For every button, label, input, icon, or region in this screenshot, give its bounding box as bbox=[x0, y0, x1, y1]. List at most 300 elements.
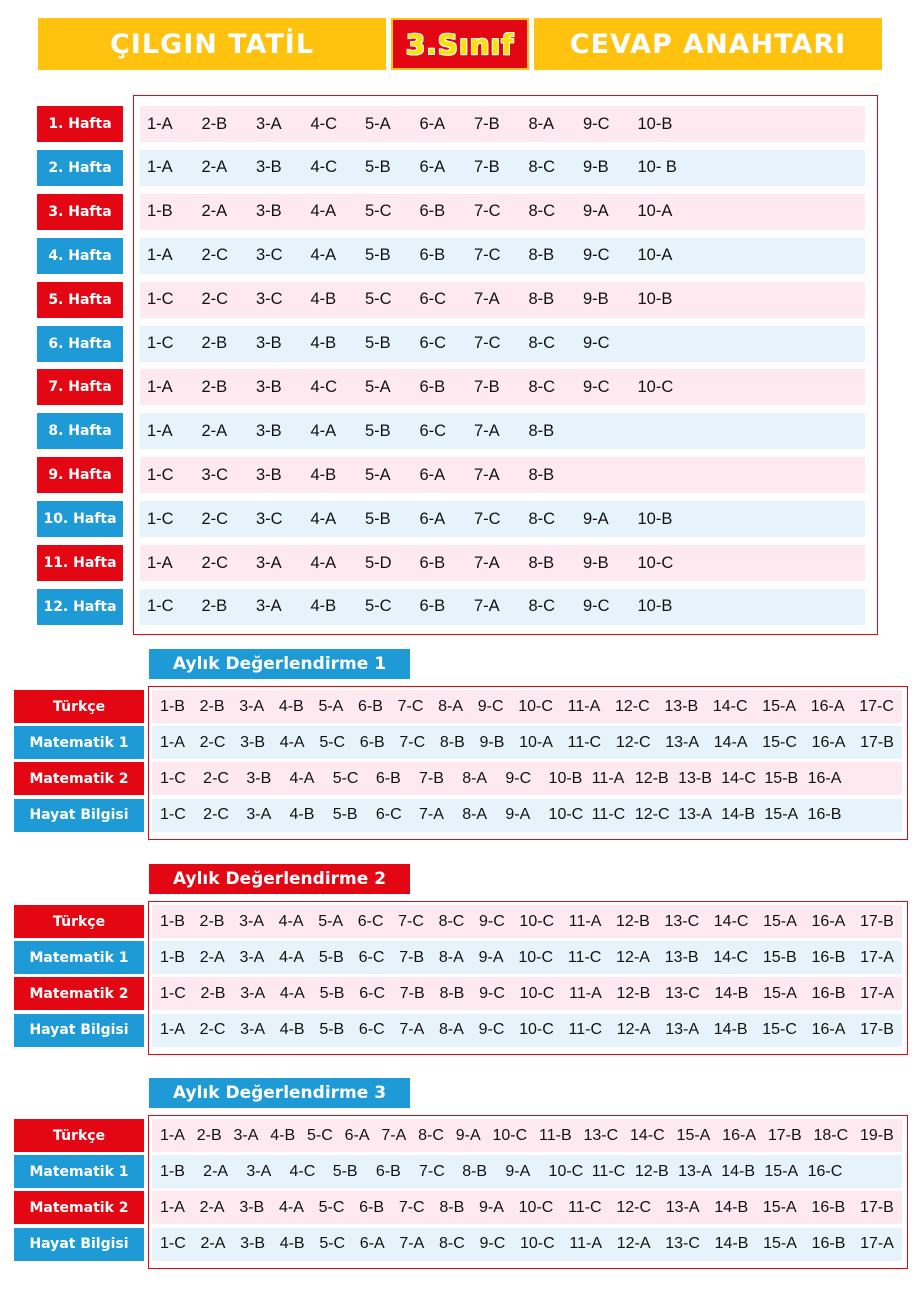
answer-cell: 1-C bbox=[147, 334, 174, 352]
answer-cell: 2-C bbox=[199, 1021, 226, 1039]
answer-cell: 17-B bbox=[859, 912, 894, 930]
answer-cell: 4-B bbox=[279, 1235, 305, 1253]
answer-cell: 2-C bbox=[199, 733, 226, 751]
answer-cell: 2-C bbox=[201, 290, 229, 309]
answer-cell: 11-B bbox=[539, 1126, 572, 1144]
answer-cell: 3-B bbox=[246, 769, 272, 787]
answer-cell: 15-A bbox=[763, 912, 797, 930]
answer-cell: 4-B bbox=[310, 334, 337, 352]
answer-cell: 6-A bbox=[419, 158, 446, 177]
answer-cell: 15-A bbox=[676, 1126, 711, 1144]
week-answer-row bbox=[140, 194, 865, 230]
answer-cell: 6-B bbox=[419, 246, 446, 265]
week-label: 8. Hafta bbox=[37, 413, 123, 449]
subject-label: Matematik 1 bbox=[14, 941, 144, 974]
answer-cell: 6-B bbox=[419, 377, 446, 396]
week-label: 3. Hafta bbox=[37, 194, 123, 230]
answer-cell: 3-A bbox=[246, 1162, 272, 1180]
subject-label: Hayat Bilgisi bbox=[14, 1014, 144, 1047]
answer-cell: 15-C bbox=[762, 1021, 797, 1039]
answer-cell: 7-B bbox=[474, 377, 500, 396]
answer-cell: 10-C bbox=[492, 1126, 528, 1144]
answer-cell: 4-C bbox=[310, 114, 338, 133]
answer-cell: 10- B bbox=[637, 158, 677, 177]
answer-cell: 6-C bbox=[419, 334, 447, 352]
answer-cell: 4-A bbox=[310, 202, 337, 221]
subject-answer-row bbox=[152, 1191, 902, 1224]
subject-answer-row bbox=[152, 799, 902, 832]
answer-cell: 6-B bbox=[358, 697, 383, 715]
answer-cell: 8-B bbox=[439, 1198, 465, 1216]
answer-cell: 12-C bbox=[615, 733, 651, 751]
answer-cell: 6-C bbox=[419, 290, 447, 309]
answer-cell: 6-C bbox=[359, 984, 386, 1002]
answer-cell: 7-B bbox=[474, 114, 500, 133]
subject-answer-row bbox=[152, 905, 902, 938]
answer-cell: 13-C bbox=[665, 984, 700, 1002]
answer-cell: 8-A bbox=[462, 806, 488, 824]
header-title-left: ÇILGIN TATİL bbox=[38, 18, 386, 70]
answer-cell: 4-C bbox=[310, 158, 338, 177]
subject-label: Matematik 1 bbox=[14, 1155, 144, 1188]
answer-cell: 3-A bbox=[240, 1021, 265, 1039]
answer-cell: 11-C bbox=[567, 733, 602, 751]
answer-cell: 8-A bbox=[438, 948, 464, 966]
week-label: 1. Hafta bbox=[37, 106, 123, 142]
answer-cell: 15-A bbox=[763, 984, 797, 1002]
answer-cell: 5-B bbox=[365, 509, 391, 528]
answer-cell: 12-C bbox=[614, 697, 650, 715]
answer-cell: 10-C bbox=[637, 377, 674, 396]
answer-cell: 7-C bbox=[474, 509, 501, 528]
week-answer-row bbox=[140, 282, 865, 318]
subject-answer-row bbox=[152, 1155, 902, 1188]
week-label: 5. Hafta bbox=[37, 282, 123, 318]
answer-cell: 11-A bbox=[569, 1235, 602, 1253]
answer-cell: 10-C bbox=[637, 553, 674, 572]
answer-cell: 16-A bbox=[722, 1126, 756, 1144]
answer-cell: 10-C bbox=[548, 1162, 584, 1180]
answer-cell: 4-A bbox=[279, 948, 305, 966]
week-label: 9. Hafta bbox=[37, 457, 123, 493]
answer-cell: 2-A bbox=[203, 1162, 229, 1180]
answer-cell: 10-A bbox=[519, 733, 553, 751]
answer-cell: 2-A bbox=[199, 948, 225, 966]
header-title-right: CEVAP ANAHTARI bbox=[534, 18, 882, 70]
answer-cell: 5-C bbox=[332, 769, 359, 787]
subject-answer-row bbox=[152, 941, 902, 974]
subject-answer-row bbox=[152, 977, 902, 1010]
answer-cell: 1-C bbox=[147, 465, 174, 484]
answer-cell: 14-B bbox=[713, 1021, 748, 1039]
answer-cell: 13-A bbox=[678, 1162, 712, 1180]
answer-cell: 14-B bbox=[714, 1198, 749, 1216]
answer-cell: 9-C bbox=[478, 1021, 505, 1039]
answer-cell: 5-C bbox=[365, 597, 392, 616]
answer-cell: 6-C bbox=[419, 421, 447, 440]
answer-cell: 2-A bbox=[201, 421, 228, 440]
answer-cell: 8-A bbox=[528, 114, 555, 133]
answer-cell: 6-A bbox=[419, 465, 446, 484]
answer-cell: 7-B bbox=[419, 769, 444, 787]
answer-cell: 5-A bbox=[365, 377, 391, 396]
week-answer-row bbox=[140, 150, 865, 186]
answer-cell: 6-C bbox=[357, 912, 384, 930]
answer-cell: 10-C bbox=[519, 1021, 554, 1039]
week-label: 11. Hafta bbox=[37, 545, 123, 581]
answer-cell: 2-B bbox=[199, 697, 225, 715]
answer-cell: 13-A bbox=[678, 806, 712, 824]
answer-cell: 9-C bbox=[479, 912, 505, 930]
answer-cell: 13-C bbox=[664, 912, 700, 930]
week-answer-row bbox=[140, 589, 865, 625]
answer-cell: 13-C bbox=[583, 1126, 619, 1144]
answer-cell: 7-A bbox=[419, 806, 444, 824]
answer-cell: 4-B bbox=[289, 806, 315, 824]
answer-cell: 15-A bbox=[762, 697, 797, 715]
answer-cell: 17-A bbox=[860, 984, 894, 1002]
answer-cell: 4-C bbox=[289, 1162, 316, 1180]
answer-cell: 5-A bbox=[365, 465, 391, 484]
answer-cell: 4-A bbox=[279, 984, 305, 1002]
answer-cell: 17-B bbox=[860, 733, 894, 751]
answer-cell: 4-B bbox=[270, 1126, 296, 1144]
answer-cell: 2-A bbox=[201, 158, 228, 177]
week-answer-row bbox=[140, 106, 865, 142]
answer-cell: 2-C bbox=[201, 509, 229, 528]
subject-answer-row bbox=[152, 726, 902, 759]
answer-cell: 9-C bbox=[505, 769, 532, 787]
answer-cell: 1-B bbox=[160, 912, 185, 930]
answer-cell: 14-B bbox=[721, 806, 756, 824]
answer-cell: 14-B bbox=[721, 1162, 756, 1180]
answer-cell: 11-A bbox=[568, 912, 602, 930]
week-label: 7. Hafta bbox=[37, 369, 123, 405]
answer-cell: 16-B bbox=[807, 806, 842, 824]
answer-cell: 9-C bbox=[583, 377, 610, 396]
subject-answer-row bbox=[152, 1014, 902, 1047]
answer-cell: 1-B bbox=[147, 202, 173, 221]
answer-cell: 3-B bbox=[256, 465, 282, 484]
answer-cell: 1-B bbox=[160, 697, 185, 715]
answer-cell: 16-A bbox=[807, 769, 842, 787]
monthly-section-title: Aylık Değerlendirme 3 bbox=[149, 1078, 410, 1108]
answer-cell: 16-B bbox=[811, 1198, 846, 1216]
answer-cell: 15-A bbox=[764, 1162, 799, 1180]
week-label: 10. Hafta bbox=[37, 501, 123, 537]
answer-cell: 14-C bbox=[713, 948, 749, 966]
answer-cell: 1-A bbox=[147, 158, 173, 177]
answer-cell: 10-C bbox=[518, 948, 554, 966]
answer-cell: 3-C bbox=[256, 246, 283, 265]
answer-cell: 12-B bbox=[634, 1162, 669, 1180]
answer-cell: 15-A bbox=[764, 806, 799, 824]
answer-cell: 6-A bbox=[419, 509, 446, 528]
answer-cell: 2-B bbox=[201, 377, 228, 396]
answer-cell: 8-B bbox=[439, 984, 465, 1002]
answer-cell: 5-A bbox=[318, 697, 344, 715]
week-answer-row bbox=[140, 238, 865, 274]
answer-cell: 3-A bbox=[239, 697, 265, 715]
answer-cell: 12-C bbox=[616, 1198, 652, 1216]
answer-cell: 15-A bbox=[763, 1235, 797, 1253]
answer-cell: 7-A bbox=[381, 1126, 407, 1144]
answer-cell: 13-B bbox=[678, 769, 712, 787]
answer-cell: 9-C bbox=[583, 114, 610, 133]
answer-cell: 5-C bbox=[319, 733, 346, 751]
answer-cell: 9-B bbox=[479, 733, 505, 751]
week-label: 6. Hafta bbox=[37, 326, 123, 362]
answer-cell: 7-C bbox=[419, 1162, 445, 1180]
answer-cell: 6-C bbox=[358, 1021, 385, 1039]
answer-cell: 13-B bbox=[664, 948, 699, 966]
answer-cell: 12-A bbox=[616, 948, 650, 966]
week-answer-row bbox=[140, 413, 865, 449]
answer-cell: 14-C bbox=[630, 1126, 665, 1144]
answer-cell: 6-B bbox=[419, 553, 446, 572]
answer-cell: 17-C bbox=[859, 697, 894, 715]
answer-cell: 2-A bbox=[201, 202, 228, 221]
answer-cell: 3-A bbox=[256, 114, 282, 133]
answer-cell: 6-B bbox=[359, 1198, 385, 1216]
answer-cell: 9-A bbox=[479, 1198, 504, 1216]
answer-cell: 14-C bbox=[721, 769, 756, 787]
answer-cell: 9-C bbox=[583, 246, 610, 265]
answer-cell: 12-A bbox=[616, 1021, 651, 1039]
answer-cell: 13-A bbox=[665, 733, 699, 751]
answer-cell: 1-C bbox=[147, 509, 174, 528]
subject-answer-row bbox=[152, 762, 902, 795]
answer-cell: 8-B bbox=[528, 421, 555, 440]
answer-cell: 8-B bbox=[528, 246, 555, 265]
answer-cell: 7-C bbox=[397, 697, 424, 715]
answer-cell: 15-B bbox=[764, 769, 799, 787]
answer-cell: 9-C bbox=[477, 697, 504, 715]
week-label: 2. Hafta bbox=[37, 150, 123, 186]
answer-cell: 11-A bbox=[567, 697, 601, 715]
answer-cell: 5-A bbox=[318, 912, 344, 930]
answer-cell: 11-A bbox=[591, 769, 625, 787]
answer-cell: 4-B bbox=[278, 697, 304, 715]
answer-cell: 10-C bbox=[518, 1198, 554, 1216]
answer-cell: 16-B bbox=[811, 984, 846, 1002]
answer-cell: 1-A bbox=[147, 553, 173, 572]
answer-cell: 9-C bbox=[479, 1235, 506, 1253]
answer-cell: 6-C bbox=[358, 948, 385, 966]
subject-label: Türkçe bbox=[14, 690, 144, 723]
answer-cell: 10-A bbox=[637, 246, 673, 265]
answer-cell: 11-C bbox=[568, 1021, 602, 1039]
answer-cell: 16-A bbox=[811, 733, 846, 751]
subject-answer-row bbox=[152, 1228, 902, 1261]
week-answer-row bbox=[140, 326, 865, 362]
answer-cell: 3-B bbox=[256, 202, 282, 221]
answer-cell: 16-C bbox=[807, 1162, 843, 1180]
answer-cell: 5-B bbox=[365, 158, 391, 177]
answer-cell: 10-B bbox=[637, 597, 673, 616]
answer-cell: 5-B bbox=[332, 806, 358, 824]
answer-cell: 6-A bbox=[419, 114, 446, 133]
answer-cell: 11-C bbox=[591, 806, 626, 824]
answer-cell: 8-C bbox=[528, 158, 556, 177]
answer-cell: 4-B bbox=[279, 1021, 305, 1039]
header-grade-badge bbox=[391, 18, 529, 70]
answer-cell: 10-C bbox=[519, 984, 555, 1002]
answer-cell: 2-B bbox=[196, 1126, 222, 1144]
answer-cell: 17-A bbox=[860, 948, 894, 966]
answer-cell: 12-B bbox=[616, 984, 651, 1002]
answer-cell: 9-A bbox=[505, 1162, 531, 1180]
answer-cell: 5-C bbox=[307, 1126, 333, 1144]
answer-cell: 1-A bbox=[160, 1021, 185, 1039]
subject-label: Matematik 2 bbox=[14, 1191, 144, 1224]
answer-cell: 1-B bbox=[160, 1162, 185, 1180]
answer-cell: 13-A bbox=[665, 1021, 699, 1039]
answer-cell: 10-A bbox=[637, 202, 673, 221]
week-label: 4. Hafta bbox=[37, 238, 123, 274]
answer-cell: 2-C bbox=[201, 553, 229, 572]
answer-cell: 16-A bbox=[811, 1021, 846, 1039]
answer-cell: 9-B bbox=[583, 158, 609, 177]
week-answer-row bbox=[140, 457, 865, 493]
answer-cell: 2-A bbox=[199, 1198, 225, 1216]
answer-cell: 3-A bbox=[239, 912, 264, 930]
answer-cell: 18-C bbox=[813, 1126, 849, 1144]
answer-cell: 8-C bbox=[528, 509, 556, 528]
subject-answer-row bbox=[152, 1119, 902, 1152]
answer-cell: 6-B bbox=[419, 597, 446, 616]
answer-cell: 3-C bbox=[256, 509, 283, 528]
answer-cell: 1-A bbox=[160, 1198, 185, 1216]
answer-cell: 7-C bbox=[398, 912, 424, 930]
answer-cell: 1-C bbox=[147, 290, 174, 309]
answer-cell: 1-C bbox=[147, 597, 174, 616]
answer-cell: 9-C bbox=[583, 334, 610, 352]
answer-cell: 9-C bbox=[479, 984, 505, 1002]
answer-cell: 10-C bbox=[518, 697, 553, 715]
answer-cell: 3-B bbox=[256, 158, 282, 177]
answer-cell: 4-A bbox=[310, 246, 337, 265]
answer-cell: 1-C bbox=[160, 1235, 186, 1253]
answer-cell: 5-B bbox=[365, 421, 391, 440]
answer-cell: 17-A bbox=[860, 1235, 894, 1253]
answer-cell: 3-B bbox=[256, 334, 282, 352]
answer-cell: 8-B bbox=[528, 465, 555, 484]
answer-cell: 1-A bbox=[147, 421, 173, 440]
subject-label: Hayat Bilgisi bbox=[14, 1228, 144, 1261]
answer-cell: 6-B bbox=[419, 202, 446, 221]
answer-cell: 6-B bbox=[375, 1162, 401, 1180]
answer-cell: 5-C bbox=[319, 1235, 346, 1253]
answer-cell: 12-C bbox=[634, 806, 670, 824]
answer-cell: 2-C bbox=[203, 769, 229, 787]
answer-cell: 5-B bbox=[319, 1021, 345, 1039]
answer-cell: 3-B bbox=[240, 1235, 265, 1253]
answer-cell: 9-A bbox=[455, 1126, 481, 1144]
answer-cell: 3-C bbox=[201, 465, 229, 484]
answer-cell: 2-B bbox=[201, 334, 228, 352]
answer-cell: 9-A bbox=[505, 806, 531, 824]
answer-cell: 11-A bbox=[569, 984, 602, 1002]
answer-cell: 10-C bbox=[519, 912, 555, 930]
answer-cell: 4-A bbox=[278, 1198, 304, 1216]
week-label: 12. Hafta bbox=[37, 589, 123, 625]
answer-cell: 7-C bbox=[399, 733, 426, 751]
answer-cell: 16-A bbox=[810, 697, 845, 715]
subject-label: Hayat Bilgisi bbox=[14, 799, 144, 832]
answer-cell: 6-A bbox=[344, 1126, 370, 1144]
answer-cell: 7-A bbox=[474, 553, 500, 572]
answer-cell: 1-B bbox=[160, 948, 185, 966]
subject-label: Matematik 2 bbox=[14, 977, 144, 1010]
answer-cell: 8-C bbox=[528, 202, 556, 221]
answer-cell: 7-A bbox=[474, 290, 500, 309]
answer-cell: 8-C bbox=[528, 334, 556, 352]
answer-cell: 1-C bbox=[160, 806, 186, 824]
answer-cell: 4-A bbox=[278, 912, 304, 930]
answer-cell: 7-C bbox=[474, 202, 501, 221]
subject-answer-row bbox=[152, 690, 902, 723]
answer-cell: 16-B bbox=[811, 1235, 846, 1253]
monthly-section-title: Aylık Değerlendirme 2 bbox=[149, 864, 410, 894]
answer-cell: 8-C bbox=[528, 597, 556, 616]
answer-cell: 6-A bbox=[359, 1235, 385, 1253]
answer-cell: 14-C bbox=[713, 912, 749, 930]
answer-cell: 9-A bbox=[583, 202, 609, 221]
header-grade-text: 3.Sınıf bbox=[405, 27, 515, 61]
week-answer-row bbox=[140, 369, 865, 405]
answer-cell: 7-A bbox=[474, 421, 500, 440]
answer-cell: 10-B bbox=[637, 290, 673, 309]
answer-cell: 2-A bbox=[200, 1235, 226, 1253]
subject-label: Matematik 2 bbox=[14, 762, 144, 795]
answer-cell: 1-A bbox=[147, 114, 173, 133]
answer-cell: 8-B bbox=[462, 1162, 488, 1180]
answer-cell: 11-C bbox=[567, 948, 602, 966]
answer-cell: 3-A bbox=[240, 984, 266, 1002]
answer-cell: 3-B bbox=[256, 421, 282, 440]
answer-cell: 9-B bbox=[583, 290, 609, 309]
subject-label: Türkçe bbox=[14, 905, 144, 938]
answer-cell: 7-C bbox=[474, 334, 501, 352]
answer-cell: 13-A bbox=[665, 1198, 700, 1216]
answer-cell: 4-A bbox=[289, 769, 315, 787]
week-answer-row bbox=[140, 501, 865, 537]
answer-cell: 8-B bbox=[439, 733, 465, 751]
answer-cell: 9-B bbox=[583, 553, 609, 572]
answer-cell: 10-B bbox=[637, 509, 673, 528]
answer-cell: 2-B bbox=[201, 597, 228, 616]
answer-cell: 3-B bbox=[239, 1198, 265, 1216]
answer-cell: 1-A bbox=[160, 1126, 185, 1144]
answer-cell: 12-B bbox=[634, 769, 669, 787]
answer-cell: 2-C bbox=[201, 246, 229, 265]
answer-cell: 6-C bbox=[375, 806, 402, 824]
answer-cell: 8-B bbox=[528, 553, 555, 572]
answer-cell: 4-A bbox=[310, 421, 337, 440]
answer-cell: 7-A bbox=[399, 1021, 425, 1039]
answer-cell: 2-C bbox=[203, 806, 229, 824]
answer-cell: 3-B bbox=[240, 733, 265, 751]
answer-cell: 5-B bbox=[332, 1162, 358, 1180]
answer-cell: 8-C bbox=[418, 1126, 444, 1144]
answer-cell: 16-A bbox=[811, 912, 846, 930]
answer-cell: 7-B bbox=[399, 948, 425, 966]
answer-cell: 12-A bbox=[616, 1235, 651, 1253]
answer-cell: 11-C bbox=[591, 1162, 626, 1180]
answer-cell: 3-A bbox=[256, 597, 282, 616]
answer-cell: 10-C bbox=[519, 1235, 555, 1253]
